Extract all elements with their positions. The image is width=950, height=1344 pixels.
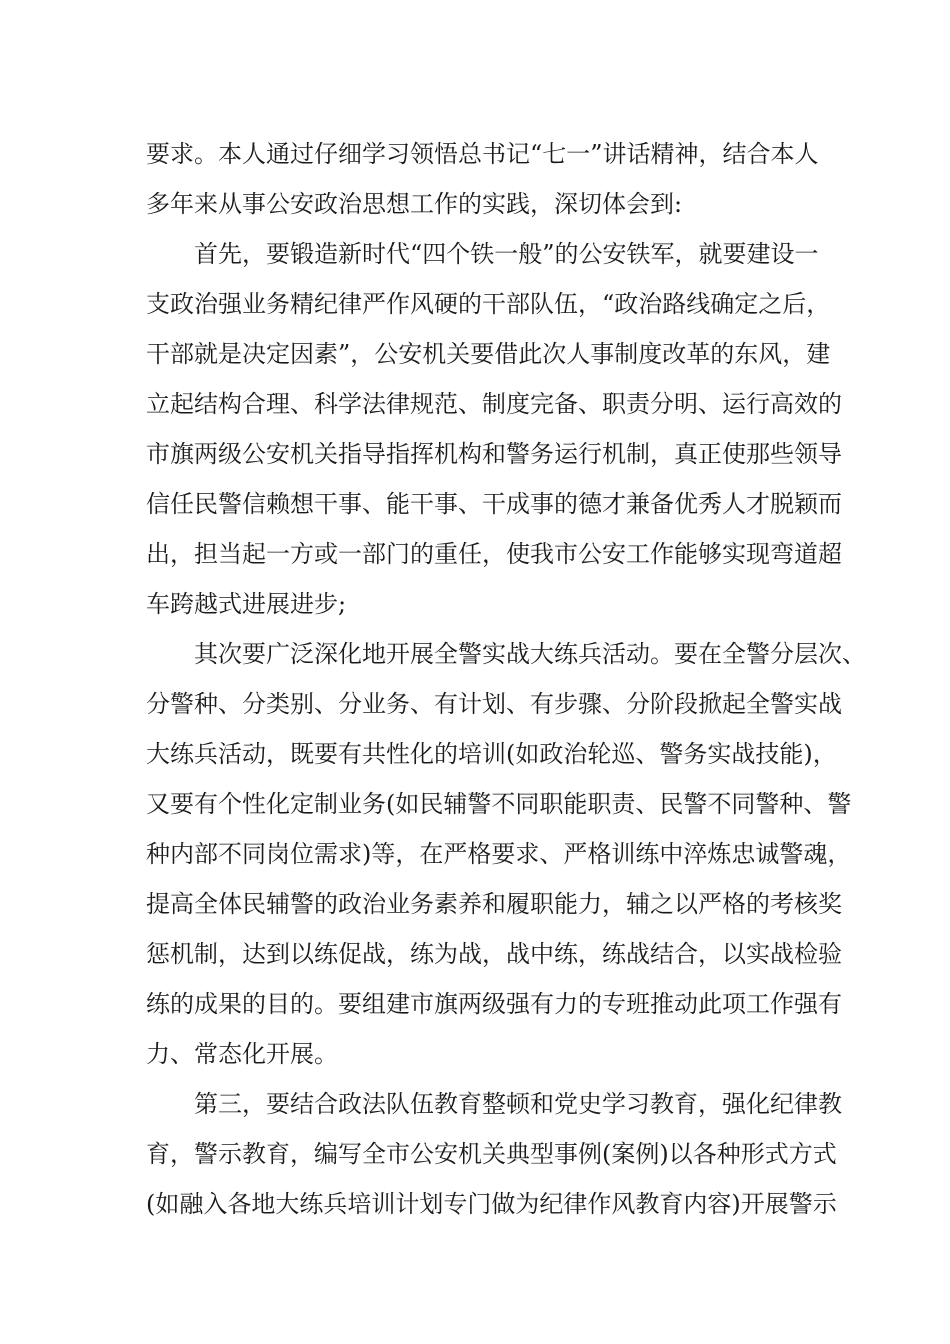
text-line: 提高全体民辅警的政治业务素养和履职能力，辅之以严格的考核奖 [146,890,842,918]
paragraph-first-line: 首先，要锻造新时代“四个铁一般”的公安铁军，就要建设一 [194,240,819,268]
text-line: 力、常态化开展。 [146,1040,338,1068]
text-line: (如融入各地大练兵培训计划专门做为纪律作风教育内容)开展警示 [146,1190,837,1218]
text-line: 要求。本人通过仔细学习领悟总书记“七一”讲话精神，结合本人 [146,140,819,168]
text-line: 惩机制，达到以练促战，练为战，战中练，练战结合，以实战检验 [146,940,842,968]
text-line: 车跨越式进展进步; [146,590,347,618]
text-line: 大练兵活动，既要有共性化的培训(如政治轮巡、警务实战技能)， [146,740,837,768]
text-line: 种内部不同岗位需求)等，在严格要求、严格训练中淬炼忠诚警魂， [146,840,852,868]
text-line: 立起结构合理、科学法律规范、制度完备、职责分明、运行高效的 [146,390,842,418]
text-line: 出，担当起一方或一部门的重任，使我市公安工作能够实现弯道超 [146,540,842,568]
text-line: 信任民警信赖想干事、能干事、干成事的德才兼备优秀人才脱颖而 [146,490,842,518]
paragraph-first-line: 其次要广泛深化地开展全警实战大练兵活动。要在全警分层次、 [194,640,866,668]
text-line: 支政治强业务精纪律严作风硬的干部队伍，“政治路线确定之后， [146,290,831,318]
text-line: 多年来从事公安政治思想工作的实践，深切体会到: [146,190,683,218]
text-line: 干部就是决定因素”，公安机关要借此次人事制度改革的东风，建 [146,340,831,368]
text-line: 练的成果的目的。要组建市旗两级强有力的专班推动此项工作强有 [146,990,842,1018]
text-line: 分警种、分类别、分业务、有计划、有步骤、分阶段掀起全警实战 [146,690,842,718]
paragraph-first-line: 第三，要结合政法队伍教育整顿和党史学习教育，强化纪律教 [194,1090,842,1118]
text-line: 市旗两级公安机关指导指挥机构和警务运行机制，真正使那些领导 [146,440,842,468]
text-line: 育，警示教育，编写全市公安机关典型事例(案例)以各种形式方式 [146,1140,837,1168]
text-line: 又要有个性化定制业务(如民辅警不同职能职责、民警不同警种、警 [146,790,852,818]
